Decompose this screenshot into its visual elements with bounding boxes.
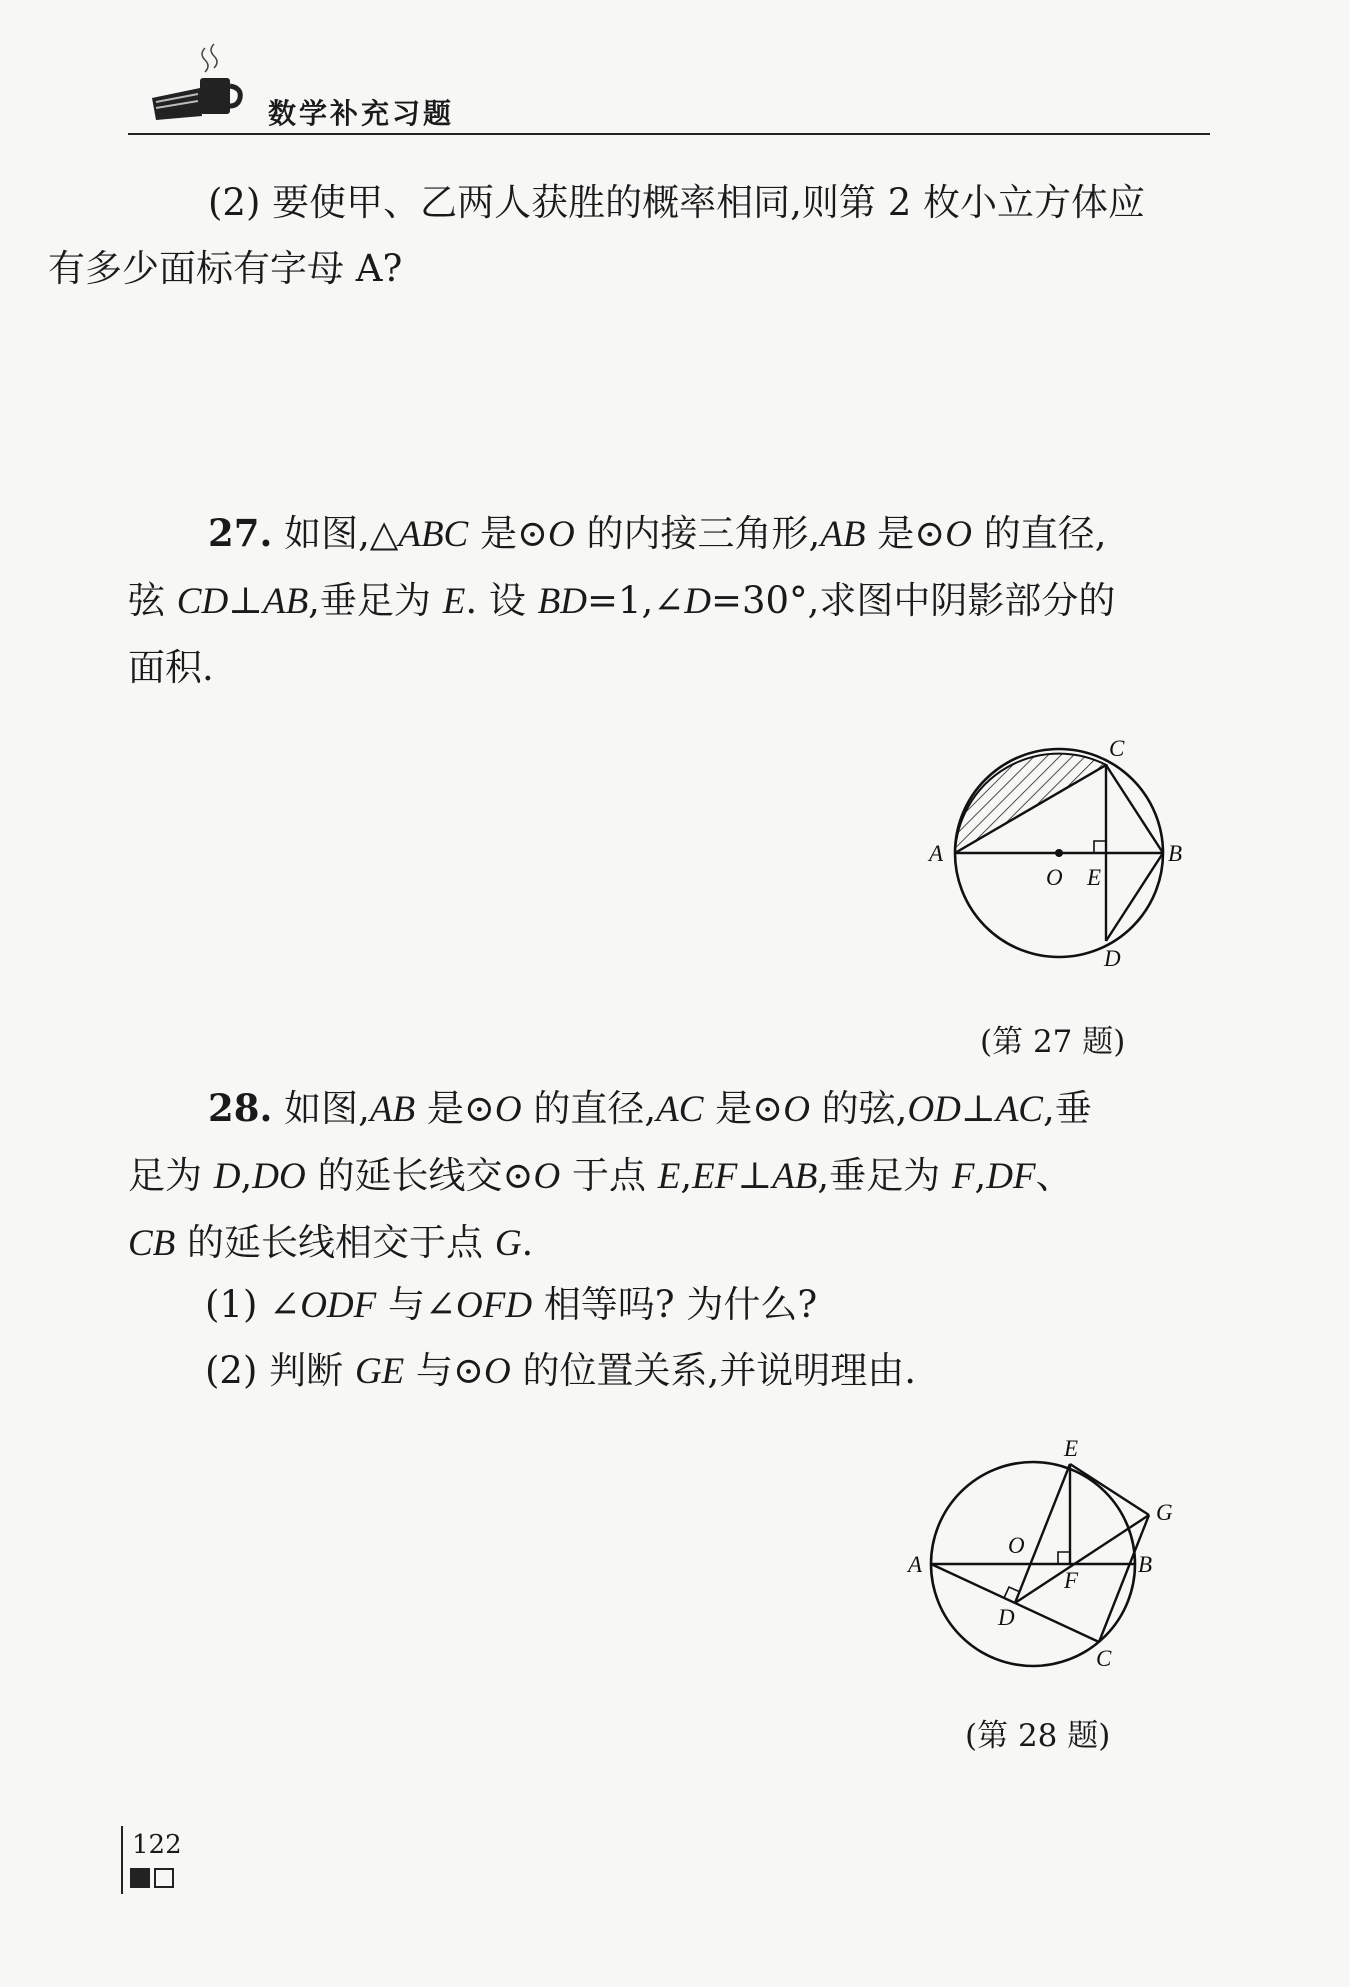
book-cup-icon [150,38,245,124]
q26-part2-line1: (2) 要使甲、乙两人获胜的概率相同,则第 2 枚小立方体应 [208,181,1145,224]
q28-line3: CB 的延长线相交于点 G. [128,1221,534,1264]
figure-27 [920,730,1200,970]
q27-text [128,500,1210,701]
label-b: B [1138,1552,1153,1577]
question-number: 28. [208,1086,273,1130]
label-g: G [1156,1500,1173,1525]
label-b: B [1168,841,1183,866]
header-divider [128,133,1210,135]
figure-27-caption: (第 27 题) [980,1024,1126,1060]
q27-line3: 面积. [128,646,214,689]
line-eg [1070,1464,1149,1515]
q27-line1: 27. 如图,△ABC 是⊙O 的内接三角形,AB 是⊙O 的直径, [208,511,1107,555]
page-number: 122 [132,1830,182,1860]
shaded-segment [955,754,1106,853]
right-angle-mark [1094,841,1106,853]
label-a: A [929,841,944,866]
label-c: C [1096,1646,1112,1671]
header-title: 数学补充习题 [268,97,455,130]
label-o: O [1046,865,1063,890]
line-cg [1099,1515,1149,1642]
q26-part2 [48,170,1210,302]
q28-line1: 28. 如图,AB 是⊙O 的直径,AC 是⊙O 的弦,OD⊥AC,垂 [208,1086,1092,1130]
label-o: O [1008,1533,1025,1558]
right-angle-mark-f [1058,1552,1070,1564]
figure-28 [900,1440,1200,1690]
label-d: D [1104,946,1121,970]
line-dg [1015,1515,1149,1603]
center-dot [1055,849,1063,857]
question-number: 27. [208,511,273,555]
empty-square-icon [154,1868,174,1888]
q28-sub1: (1) ∠ODF 与∠OFD 相等吗? 为什么? [205,1283,818,1326]
label-e: E [1087,865,1102,890]
filled-square-icon [130,1868,150,1888]
label-f: F [1064,1568,1079,1593]
q26-part2-line2: 有多少面标有字母 A? [48,247,403,290]
q28-sub2: (2) 判断 GE 与⊙O 的位置关系,并说明理由. [205,1349,917,1392]
q27-line2: 弦 CD⊥AB,垂足为 E. 设 BD=1,∠D=30°,求图中阴影部分的 [128,579,1116,622]
label-d: D [998,1605,1015,1630]
label-c: C [1109,736,1125,761]
label-e: E [1064,1440,1079,1461]
q28-line2: 足为 D,DO 的延长线交⊙O 于点 E,EF⊥AB,垂足为 F,DF、 [128,1154,1073,1197]
q28-text [128,1075,1210,1277]
label-a: A [908,1552,923,1577]
page-number-bar [121,1826,123,1894]
figure-28-caption: (第 28 题) [965,1718,1111,1754]
